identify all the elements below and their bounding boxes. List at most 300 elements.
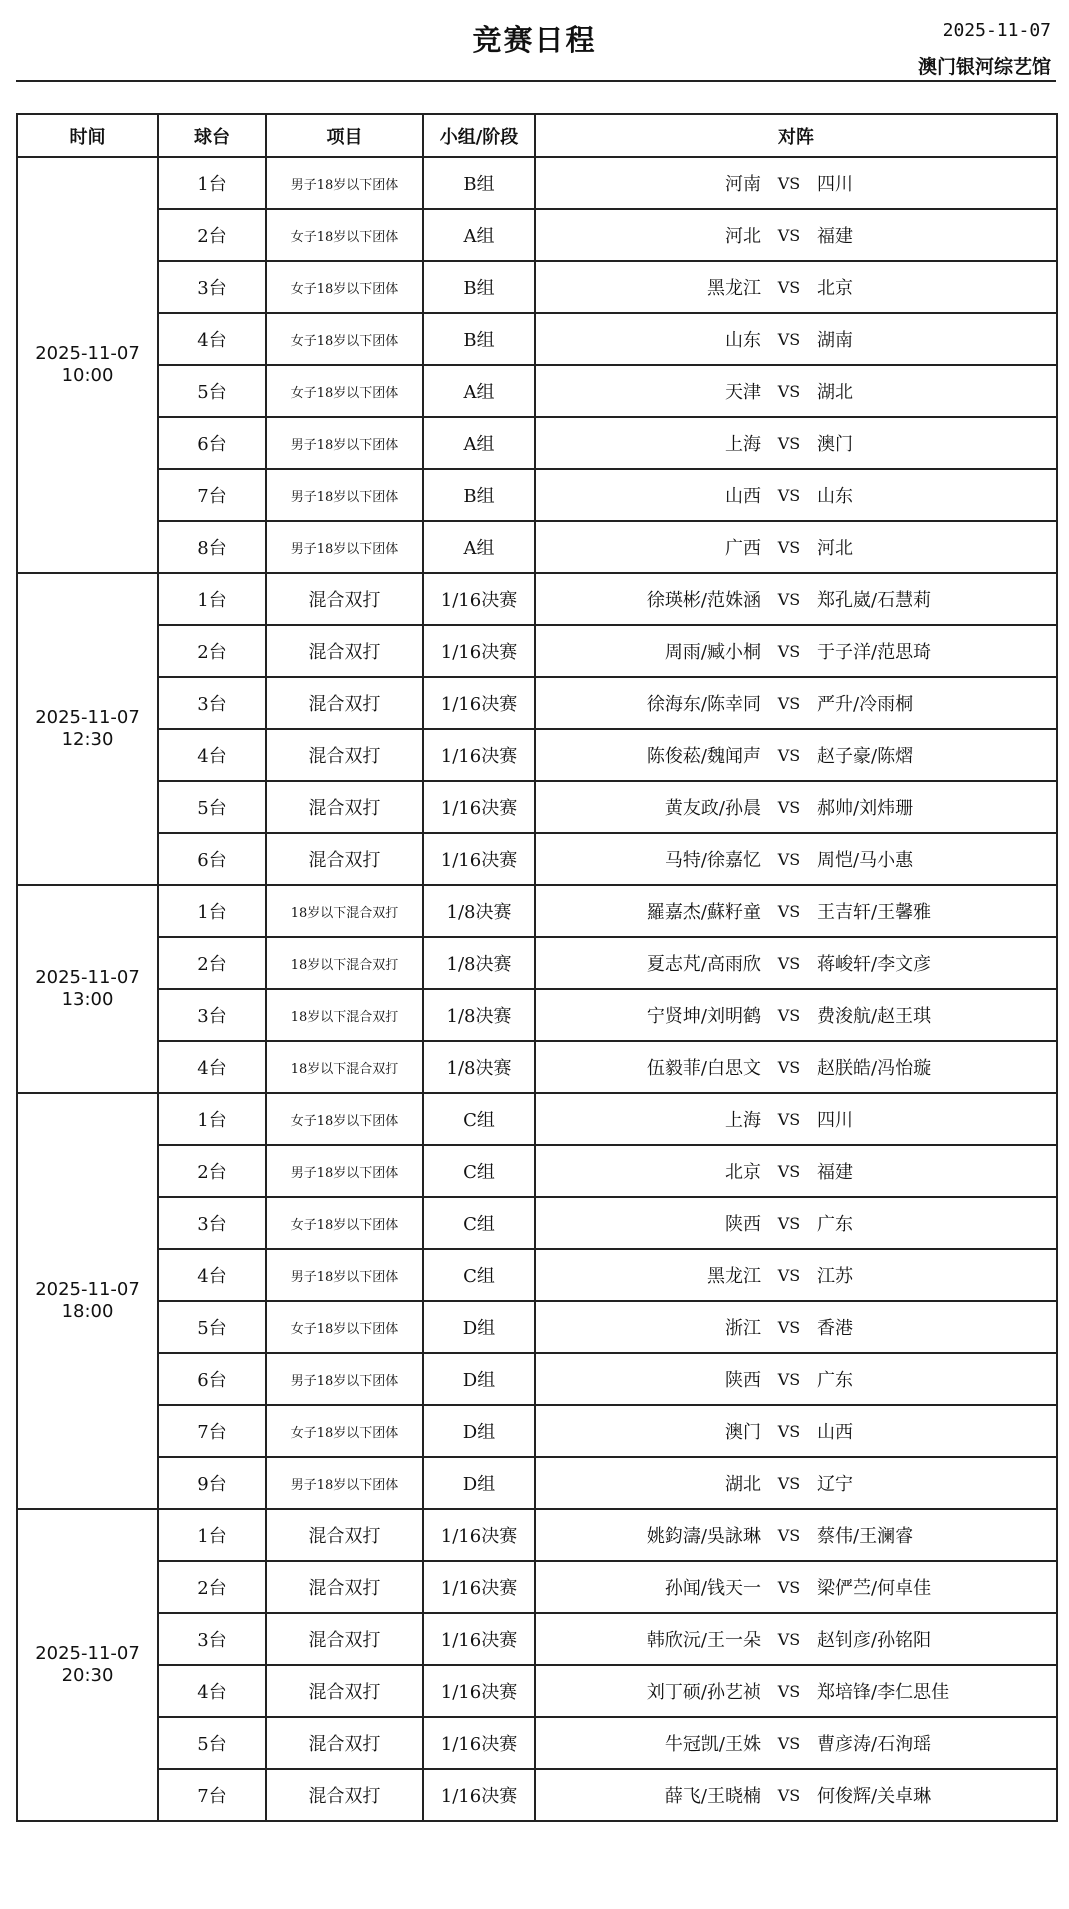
matchup-cell bbox=[535, 1457, 1057, 1509]
event-name: 18岁以下混合双打 bbox=[266, 885, 423, 937]
table-row bbox=[17, 1197, 1057, 1249]
table-row bbox=[17, 1093, 1057, 1145]
matchup bbox=[536, 314, 1056, 364]
event-name: 女子18岁以下团体 bbox=[266, 1197, 423, 1249]
table-number: 6台 bbox=[158, 1353, 266, 1405]
matchup-cell bbox=[535, 521, 1057, 573]
matchup-cell bbox=[535, 1405, 1057, 1457]
matchup-cell bbox=[535, 209, 1057, 261]
event-name: 男子18岁以下团体 bbox=[266, 1353, 423, 1405]
side-a: 上海 bbox=[725, 434, 761, 455]
vs-label: VS bbox=[777, 1265, 801, 1285]
table-number: 6台 bbox=[158, 833, 266, 885]
vs-label: VS bbox=[777, 1733, 801, 1753]
matchup-cell bbox=[535, 937, 1057, 989]
side-b: 郝帅/刘炜珊 bbox=[817, 798, 914, 819]
schedule-table bbox=[16, 113, 1058, 1822]
table-number: 8台 bbox=[158, 521, 266, 573]
matchup bbox=[536, 1302, 1056, 1352]
vs-label: VS bbox=[777, 589, 801, 609]
table-row bbox=[17, 1613, 1057, 1665]
table-number: 3台 bbox=[158, 677, 266, 729]
matchup bbox=[536, 1718, 1056, 1768]
matchup-cell bbox=[535, 1769, 1057, 1821]
stage-label: B组 bbox=[423, 157, 535, 209]
stage-label: 1/8决赛 bbox=[423, 1041, 535, 1093]
stage-label: 1/16决赛 bbox=[423, 1561, 535, 1613]
matchup bbox=[536, 262, 1056, 312]
side-a: 韩欣沅/王一朵 bbox=[646, 1630, 761, 1651]
event-name: 女子18岁以下团体 bbox=[266, 209, 423, 261]
matchup bbox=[536, 1198, 1056, 1248]
matchup bbox=[536, 1562, 1056, 1612]
stage-label: C组 bbox=[423, 1249, 535, 1301]
table-number: 1台 bbox=[158, 573, 266, 625]
event-name: 18岁以下混合双打 bbox=[266, 1041, 423, 1093]
side-b: 严升/冷雨桐 bbox=[817, 694, 914, 715]
matchup bbox=[536, 418, 1056, 468]
table-number: 4台 bbox=[158, 1665, 266, 1717]
side-a: 羅嘉杰/蘇籽童 bbox=[646, 902, 761, 923]
vs-label: VS bbox=[777, 537, 801, 557]
table-row bbox=[17, 157, 1057, 209]
table-number: 3台 bbox=[158, 1613, 266, 1665]
vs-label: VS bbox=[777, 1109, 801, 1129]
side-a: 夏志芃/高雨欣 bbox=[646, 954, 761, 975]
vs-label: VS bbox=[777, 381, 801, 401]
stage-label: A组 bbox=[423, 417, 535, 469]
stage-label: D组 bbox=[423, 1405, 535, 1457]
side-b: 香港 bbox=[817, 1318, 853, 1339]
table-row bbox=[17, 417, 1057, 469]
matchup-cell bbox=[535, 157, 1057, 209]
side-a: 陈俊菘/魏闻声 bbox=[646, 746, 761, 767]
side-a: 陕西 bbox=[725, 1214, 761, 1235]
event-name: 18岁以下混合双打 bbox=[266, 989, 423, 1041]
table-number: 5台 bbox=[158, 1301, 266, 1353]
table-number: 3台 bbox=[158, 989, 266, 1041]
matchup-cell bbox=[535, 573, 1057, 625]
table-row bbox=[17, 1249, 1057, 1301]
session-time-cell bbox=[17, 1093, 158, 1509]
table-row bbox=[17, 209, 1057, 261]
stage-label: C组 bbox=[423, 1145, 535, 1197]
event-name: 男子18岁以下团体 bbox=[266, 1249, 423, 1301]
side-b: 广东 bbox=[817, 1370, 853, 1391]
event-name: 男子18岁以下团体 bbox=[266, 157, 423, 209]
matchup-cell bbox=[535, 1145, 1057, 1197]
stage-label: 1/16决赛 bbox=[423, 1613, 535, 1665]
event-name: 女子18岁以下团体 bbox=[266, 261, 423, 313]
matchup bbox=[536, 678, 1056, 728]
vs-label: VS bbox=[777, 1681, 801, 1701]
column-header-match: 对阵 bbox=[535, 114, 1057, 157]
side-b: 山东 bbox=[817, 486, 853, 507]
event-name: 混合双打 bbox=[266, 1717, 423, 1769]
session-time: 20:30 bbox=[61, 1665, 114, 1686]
side-a: 山东 bbox=[725, 330, 761, 351]
side-a: 牛冠凯/王姝 bbox=[664, 1734, 761, 1755]
table-number: 1台 bbox=[158, 885, 266, 937]
matchup-cell bbox=[535, 781, 1057, 833]
stage-label: B组 bbox=[423, 261, 535, 313]
table-number: 2台 bbox=[158, 1561, 266, 1613]
table-number: 7台 bbox=[158, 1769, 266, 1821]
matchup bbox=[536, 626, 1056, 676]
table-number: 7台 bbox=[158, 1405, 266, 1457]
stage-label: D组 bbox=[423, 1301, 535, 1353]
session-time: 13:00 bbox=[61, 989, 114, 1010]
matchup bbox=[536, 1770, 1056, 1820]
table-row bbox=[17, 1717, 1057, 1769]
matchup-cell bbox=[535, 1041, 1057, 1093]
side-a: 姚鈞濤/吳詠琳 bbox=[646, 1526, 761, 1547]
stage-label: 1/16决赛 bbox=[423, 729, 535, 781]
table-row bbox=[17, 937, 1057, 989]
side-a: 周雨/臧小桐 bbox=[664, 642, 761, 663]
side-b: 何俊辉/关卓琳 bbox=[817, 1786, 932, 1807]
table-number: 3台 bbox=[158, 1197, 266, 1249]
table-row bbox=[17, 313, 1057, 365]
event-name: 女子18岁以下团体 bbox=[266, 1093, 423, 1145]
vs-label: VS bbox=[777, 1369, 801, 1389]
stage-label: A组 bbox=[423, 209, 535, 261]
matchup bbox=[536, 1458, 1056, 1508]
vs-label: VS bbox=[777, 693, 801, 713]
matchup-cell bbox=[535, 1353, 1057, 1405]
stage-label: 1/16决赛 bbox=[423, 677, 535, 729]
matchup bbox=[536, 366, 1056, 416]
matchup bbox=[536, 1406, 1056, 1456]
matchup-cell bbox=[535, 729, 1057, 781]
side-a: 浙江 bbox=[725, 1318, 761, 1339]
event-name: 混合双打 bbox=[266, 1769, 423, 1821]
vs-label: VS bbox=[777, 901, 801, 921]
matchup bbox=[536, 886, 1056, 936]
table-row bbox=[17, 469, 1057, 521]
matchup-cell bbox=[535, 313, 1057, 365]
vs-label: VS bbox=[777, 1317, 801, 1337]
session-date: 2025-11-07 bbox=[35, 707, 140, 728]
event-name: 混合双打 bbox=[266, 625, 423, 677]
matchup-cell bbox=[535, 833, 1057, 885]
table-row bbox=[17, 1301, 1057, 1353]
matchup-cell bbox=[535, 417, 1057, 469]
table-number: 5台 bbox=[158, 365, 266, 417]
table-number: 7台 bbox=[158, 469, 266, 521]
table-number: 4台 bbox=[158, 1249, 266, 1301]
side-b: 北京 bbox=[817, 278, 853, 299]
table-row bbox=[17, 573, 1057, 625]
table-number: 3台 bbox=[158, 261, 266, 313]
table-number: 1台 bbox=[158, 1093, 266, 1145]
vs-label: VS bbox=[777, 173, 801, 193]
matchup bbox=[536, 1094, 1056, 1144]
side-b: 曹彦涛/石洵瑶 bbox=[817, 1734, 932, 1755]
stage-label: 1/16决赛 bbox=[423, 573, 535, 625]
stage-label: 1/8决赛 bbox=[423, 937, 535, 989]
vs-label: VS bbox=[777, 1005, 801, 1025]
event-name: 混合双打 bbox=[266, 1509, 423, 1561]
side-a: 黑龙江 bbox=[707, 1266, 761, 1287]
schedule-body bbox=[17, 157, 1057, 1821]
vs-label: VS bbox=[777, 849, 801, 869]
column-header-stage: 小组/阶段 bbox=[423, 114, 535, 157]
event-name: 混合双打 bbox=[266, 729, 423, 781]
matchup-cell bbox=[535, 469, 1057, 521]
side-a: 湖北 bbox=[725, 1474, 761, 1495]
column-header-table: 球台 bbox=[158, 114, 266, 157]
matchup-cell bbox=[535, 625, 1057, 677]
matchup bbox=[536, 834, 1056, 884]
vs-label: VS bbox=[777, 1577, 801, 1597]
vs-label: VS bbox=[777, 277, 801, 297]
side-b: 山西 bbox=[817, 1422, 853, 1443]
table-number: 5台 bbox=[158, 781, 266, 833]
side-a: 陕西 bbox=[725, 1370, 761, 1391]
side-b: 王吉轩/王馨雅 bbox=[817, 902, 932, 923]
matchup-cell bbox=[535, 261, 1057, 313]
vs-label: VS bbox=[777, 1629, 801, 1649]
matchup-cell bbox=[535, 989, 1057, 1041]
session-date: 2025-11-07 bbox=[35, 967, 140, 988]
event-name: 混合双打 bbox=[266, 781, 423, 833]
table-row bbox=[17, 1665, 1057, 1717]
matchup-cell bbox=[535, 1613, 1057, 1665]
matchup-cell bbox=[535, 1509, 1057, 1561]
matchup bbox=[536, 158, 1056, 208]
matchup bbox=[536, 470, 1056, 520]
event-name: 混合双打 bbox=[266, 677, 423, 729]
matchup-cell bbox=[535, 365, 1057, 417]
matchup bbox=[536, 1042, 1056, 1092]
table-number: 4台 bbox=[158, 729, 266, 781]
event-name: 混合双打 bbox=[266, 573, 423, 625]
event-name: 混合双打 bbox=[266, 1561, 423, 1613]
stage-label: A组 bbox=[423, 365, 535, 417]
side-b: 蒋峻轩/李文彦 bbox=[817, 954, 932, 975]
side-b: 湖南 bbox=[817, 330, 853, 351]
side-a: 马特/徐嘉忆 bbox=[664, 850, 761, 871]
side-b: 赵朕皓/冯怡璇 bbox=[817, 1058, 932, 1079]
table-row bbox=[17, 989, 1057, 1041]
matchup bbox=[536, 522, 1056, 572]
table-number: 2台 bbox=[158, 1145, 266, 1197]
table-row bbox=[17, 1145, 1057, 1197]
event-name: 混合双打 bbox=[266, 1665, 423, 1717]
side-a: 北京 bbox=[725, 1162, 761, 1183]
matchup bbox=[536, 938, 1056, 988]
stage-label: B组 bbox=[423, 313, 535, 365]
matchup-cell bbox=[535, 1561, 1057, 1613]
side-b: 周恺/马小惠 bbox=[817, 850, 914, 871]
side-a: 天津 bbox=[725, 382, 761, 403]
matchup bbox=[536, 1614, 1056, 1664]
matchup-cell bbox=[535, 1197, 1057, 1249]
side-b: 四川 bbox=[817, 174, 853, 195]
side-a: 孙闻/钱天一 bbox=[664, 1578, 761, 1599]
vs-label: VS bbox=[777, 1213, 801, 1233]
side-b: 于子洋/范思琦 bbox=[817, 642, 932, 663]
matchup bbox=[536, 1510, 1056, 1560]
matchup bbox=[536, 1146, 1056, 1196]
table-row bbox=[17, 677, 1057, 729]
matchup-cell bbox=[535, 1665, 1057, 1717]
vs-label: VS bbox=[777, 797, 801, 817]
table-row bbox=[17, 1769, 1057, 1821]
stage-label: D组 bbox=[423, 1457, 535, 1509]
vs-label: VS bbox=[777, 1421, 801, 1441]
vs-label: VS bbox=[777, 485, 801, 505]
vs-label: VS bbox=[777, 433, 801, 453]
side-b: 费浚航/赵王琪 bbox=[817, 1006, 932, 1027]
stage-label: 1/8决赛 bbox=[423, 885, 535, 937]
side-b: 梁俨苎/何卓佳 bbox=[817, 1578, 932, 1599]
side-b: 郑培锋/李仁思佳 bbox=[817, 1682, 950, 1703]
matchup-cell bbox=[535, 885, 1057, 937]
table-row bbox=[17, 1457, 1057, 1509]
event-name: 男子18岁以下团体 bbox=[266, 417, 423, 469]
table-number: 1台 bbox=[158, 1509, 266, 1561]
session-date: 2025-11-07 bbox=[35, 1279, 140, 1300]
side-b: 江苏 bbox=[817, 1266, 853, 1287]
table-row bbox=[17, 729, 1057, 781]
vs-label: VS bbox=[777, 1473, 801, 1493]
event-name: 女子18岁以下团体 bbox=[266, 365, 423, 417]
vs-label: VS bbox=[777, 1525, 801, 1545]
vs-label: VS bbox=[777, 1161, 801, 1181]
matchup bbox=[536, 574, 1056, 624]
event-name: 男子18岁以下团体 bbox=[266, 521, 423, 573]
table-number: 4台 bbox=[158, 313, 266, 365]
side-b: 湖北 bbox=[817, 382, 853, 403]
stage-label: A组 bbox=[423, 521, 535, 573]
session-time: 10:00 bbox=[61, 365, 114, 386]
side-a: 山西 bbox=[725, 486, 761, 507]
matchup-cell bbox=[535, 1093, 1057, 1145]
matchup-cell bbox=[535, 1301, 1057, 1353]
table-row bbox=[17, 1405, 1057, 1457]
session-time-cell bbox=[17, 885, 158, 1093]
side-a: 河北 bbox=[725, 226, 761, 247]
table-row bbox=[17, 1041, 1057, 1093]
side-a: 上海 bbox=[725, 1110, 761, 1131]
matchup bbox=[536, 210, 1056, 260]
side-b: 福建 bbox=[817, 226, 853, 247]
table-row bbox=[17, 781, 1057, 833]
matchup-cell bbox=[535, 1249, 1057, 1301]
side-a: 河南 bbox=[725, 174, 761, 195]
vs-label: VS bbox=[777, 1057, 801, 1077]
side-a: 徐海东/陈幸同 bbox=[646, 694, 761, 715]
side-a: 黑龙江 bbox=[707, 278, 761, 299]
event-name: 男子18岁以下团体 bbox=[266, 469, 423, 521]
matchup-cell bbox=[535, 1717, 1057, 1769]
header-row bbox=[17, 114, 1057, 157]
side-a: 宁贤坤/刘明鹤 bbox=[646, 1006, 761, 1027]
event-name: 女子18岁以下团体 bbox=[266, 313, 423, 365]
side-b: 赵钊彦/孙铭阳 bbox=[817, 1630, 932, 1651]
matchup bbox=[536, 990, 1056, 1040]
stage-label: 1/16决赛 bbox=[423, 833, 535, 885]
table-number: 9台 bbox=[158, 1457, 266, 1509]
stage-label: 1/16决赛 bbox=[423, 625, 535, 677]
header-venue: 澳门银河综艺馆 bbox=[917, 56, 1051, 78]
stage-label: 1/8决赛 bbox=[423, 989, 535, 1041]
session-time: 12:30 bbox=[61, 729, 114, 750]
table-number: 2台 bbox=[158, 937, 266, 989]
column-header-event: 项目 bbox=[266, 114, 423, 157]
stage-label: 1/16决赛 bbox=[423, 781, 535, 833]
table-row bbox=[17, 1561, 1057, 1613]
stage-label: 1/16决赛 bbox=[423, 1665, 535, 1717]
table-row bbox=[17, 261, 1057, 313]
event-name: 男子18岁以下团体 bbox=[266, 1457, 423, 1509]
side-a: 刘丁硕/孙艺祯 bbox=[646, 1682, 761, 1703]
page-title: 竞赛日程 bbox=[472, 23, 597, 57]
matchup bbox=[536, 1666, 1056, 1716]
side-b: 四川 bbox=[817, 1110, 853, 1131]
side-a: 广西 bbox=[725, 538, 761, 559]
side-b: 广东 bbox=[817, 1214, 853, 1235]
table-number: 4台 bbox=[158, 1041, 266, 1093]
side-b: 澳门 bbox=[817, 434, 853, 455]
stage-label: C组 bbox=[423, 1093, 535, 1145]
side-b: 河北 bbox=[817, 538, 853, 559]
side-b: 蔡伟/王澜睿 bbox=[817, 1526, 914, 1547]
table-row bbox=[17, 521, 1057, 573]
vs-label: VS bbox=[777, 329, 801, 349]
stage-label: D组 bbox=[423, 1353, 535, 1405]
vs-label: VS bbox=[777, 745, 801, 765]
side-b: 福建 bbox=[817, 1162, 853, 1183]
table-row bbox=[17, 625, 1057, 677]
table-number: 5台 bbox=[158, 1717, 266, 1769]
header-divider bbox=[16, 80, 1056, 82]
header-date: 2025-11-07 bbox=[942, 20, 1051, 41]
vs-label: VS bbox=[777, 953, 801, 973]
side-b: 赵子豪/陈熠 bbox=[817, 746, 914, 767]
stage-label: 1/16决赛 bbox=[423, 1509, 535, 1561]
session-time: 18:00 bbox=[61, 1301, 114, 1322]
matchup bbox=[536, 782, 1056, 832]
table-row bbox=[17, 1509, 1057, 1561]
session-time-cell bbox=[17, 1509, 158, 1821]
side-a: 伍毅菲/白思文 bbox=[646, 1058, 761, 1079]
stage-label: 1/16决赛 bbox=[423, 1769, 535, 1821]
event-name: 女子18岁以下团体 bbox=[266, 1405, 423, 1457]
event-name: 混合双打 bbox=[266, 1613, 423, 1665]
session-time-cell bbox=[17, 157, 158, 573]
table-row bbox=[17, 365, 1057, 417]
table-number: 6台 bbox=[158, 417, 266, 469]
session-date: 2025-11-07 bbox=[35, 1643, 140, 1664]
vs-label: VS bbox=[777, 641, 801, 661]
stage-label: 1/16决赛 bbox=[423, 1717, 535, 1769]
table-row bbox=[17, 885, 1057, 937]
side-b: 郑孔崴/石慧莉 bbox=[817, 590, 932, 611]
stage-label: C组 bbox=[423, 1197, 535, 1249]
matchup bbox=[536, 1354, 1056, 1404]
side-a: 徐瑛彬/范姝涵 bbox=[646, 590, 761, 611]
table-number: 2台 bbox=[158, 625, 266, 677]
side-a: 澳门 bbox=[725, 1422, 761, 1443]
side-a: 薛飞/王晓楠 bbox=[664, 1786, 761, 1807]
table-row bbox=[17, 833, 1057, 885]
vs-label: VS bbox=[777, 225, 801, 245]
table-number: 2台 bbox=[158, 209, 266, 261]
table-row bbox=[17, 1353, 1057, 1405]
